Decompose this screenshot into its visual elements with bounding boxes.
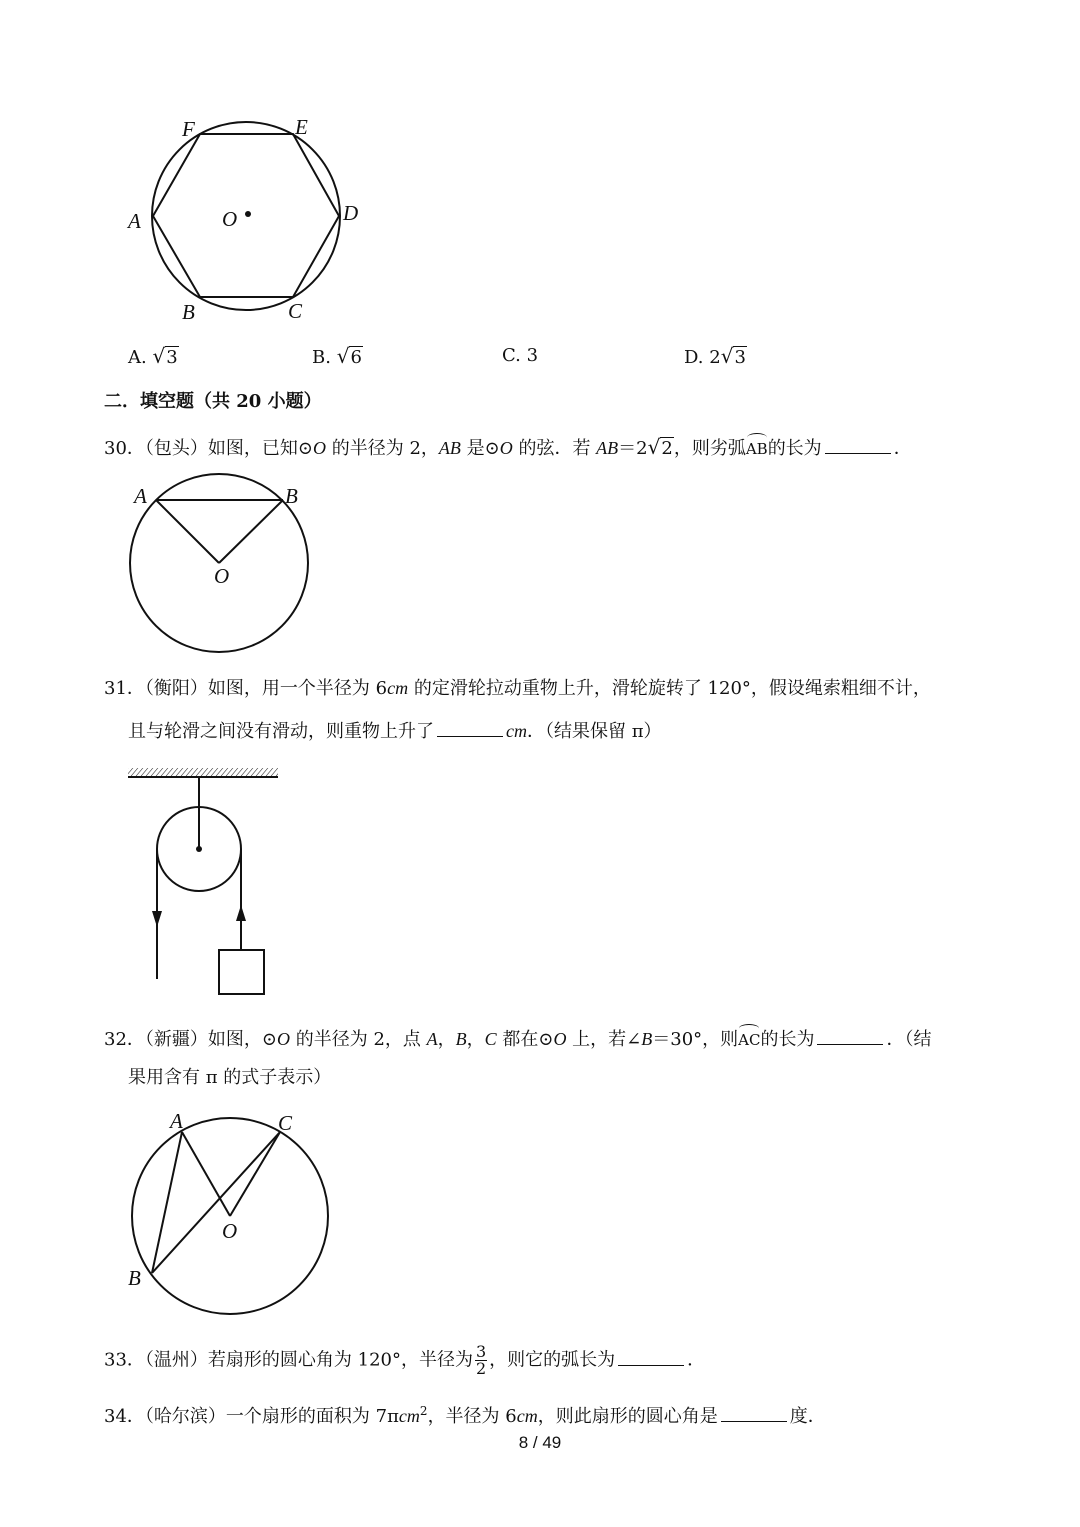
option-d: D. 2√3	[684, 344, 746, 368]
page-number: 8 / 49	[518, 1433, 562, 1452]
label-a: A	[170, 1109, 183, 1133]
hexagon-figure	[110, 100, 380, 330]
radius-bo	[219, 500, 283, 563]
answer-blank-30[interactable]	[825, 436, 891, 454]
question-31-line-2: 且与轮滑之间没有滑动，则重物上升了 cm．（结果保留 π）	[128, 721, 662, 742]
option-a: A. √3	[128, 344, 178, 368]
question-30: 30．（包头）如图，已知⊙O 的半径为 2，AB 是⊙O 的弦．若 AB＝2√2，则劣弧AB的长为 ．	[104, 435, 912, 459]
question-33: 33．（温州）若扇形的圆心角为 120°，半径为 $\frac{3}{2}$ ，则它的弧长为 ．	[104, 1342, 706, 1378]
weight-block	[219, 950, 264, 994]
label-b: B	[182, 300, 195, 324]
label-a: A	[128, 209, 141, 233]
answer-blank-32[interactable]	[817, 1027, 883, 1045]
segment-oc	[230, 1132, 280, 1216]
arrow-down-icon	[152, 911, 162, 927]
chord-figure	[120, 475, 320, 660]
label-o: O	[214, 564, 230, 588]
question-32-line-1: 32．（新疆）如图，⊙O 的半径为 2，点 A，B，C 都在⊙O 上，若∠B＝30°，则AC的长为 ．（结	[104, 1024, 931, 1052]
label-d: D	[343, 201, 359, 225]
question-31-line-1: 31．（衡阳）如图，用一个半径为 6cm 的定滑轮拉动重物上升，滑轮旋转了 120°，假设绳索粗细不计，	[104, 678, 931, 699]
segment-ba	[152, 1132, 182, 1273]
answer-blank-31[interactable]	[437, 719, 503, 737]
label-c: C	[288, 299, 303, 323]
answer-blank-34[interactable]	[721, 1404, 787, 1422]
option-c: C. 3	[502, 345, 539, 366]
radius-ao	[156, 500, 219, 563]
segment-ao	[182, 1132, 230, 1216]
question-32-line-2: 果用含有 π 的式子表示）	[128, 1067, 332, 1088]
label-e: E	[295, 115, 308, 139]
question-34: 34．（哈尔滨）一个扇形的面积为 7πcm$^2$，半径为 6cm，则此扇形的圆心角是 度．	[104, 1404, 826, 1427]
section-title: 二．填空题（共 20 小题）	[104, 391, 322, 412]
answer-blank-33[interactable]	[618, 1348, 684, 1366]
label-a: A	[134, 484, 147, 508]
label-o: O	[222, 207, 238, 231]
center-dot-o	[245, 211, 251, 217]
arrow-up-icon	[236, 905, 246, 921]
label-f: F	[182, 117, 195, 141]
pulley-axle-dot	[196, 846, 202, 852]
option-b: B. √6	[312, 344, 362, 368]
segment-bc	[152, 1132, 280, 1273]
inscribed-angle-figure	[120, 1100, 340, 1320]
ceiling-hatch	[128, 768, 278, 777]
label-c: C	[278, 1111, 293, 1135]
label-b: B	[128, 1266, 141, 1290]
label-o: O	[222, 1219, 238, 1243]
label-b: B	[285, 484, 298, 508]
pulley-figure	[125, 765, 285, 1000]
